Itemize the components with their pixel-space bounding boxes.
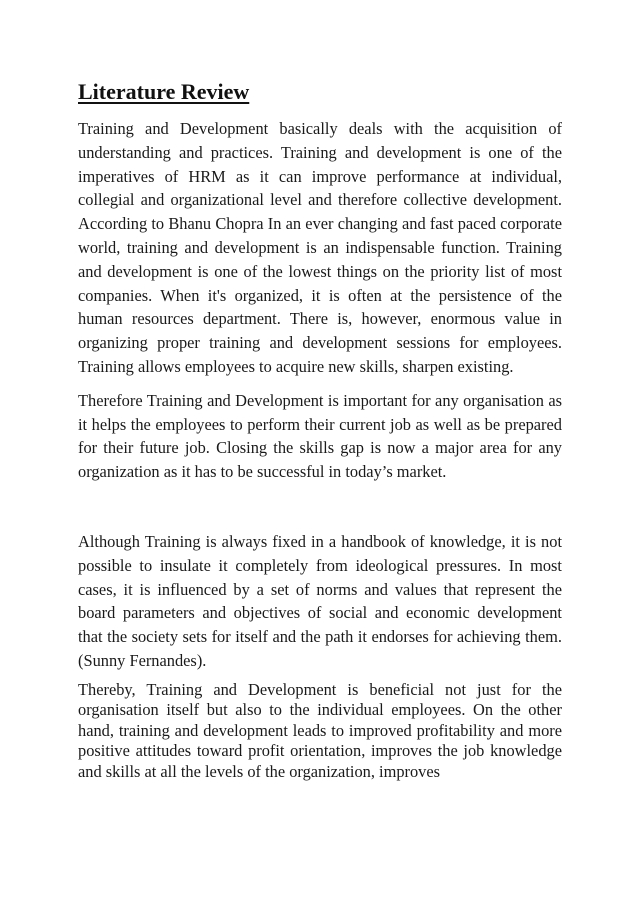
document-page (78, 78, 562, 782)
paragraph-benefits: Thereby, Training and Development is beneficial not just for the organisation itself but also to the individual employees. On the other hand, training and development leads to improved profitability and more positive attitudes toward profit orientation, improves the job knowledge and skills at all the levels of the organization, improves (78, 679, 562, 781)
section-heading: Literature Review (78, 79, 250, 104)
paragraph-importance: Therefore Training and Development is important for any organisation as it helps the employees to perform their current job as well as be prepared for their future job. Closing the skills gap is now a major area for any organization as it has to be successful in today’s market. (78, 390, 562, 482)
paragraph-training-definition: Training and Development basically deals with the acquisition of understanding and practices. Training and development is one of the imperatives of HRM as it can improve performance at individual, collegial and organizational level and therefore collective development. According to Bhanu Chopra In an ever changing and fast paced corporate world, training and development is an indispensable function. Training and development is one of the lowest things on the priority list of most companies. When it's organized, it is often at the persistence of the human resources department. There is, however, enormous value in organizing proper training and development sessions for employees. Training allows employees to acquire new skills, sharpen existing. (78, 119, 562, 376)
paragraph-ideological-pressures: Although Training is always fixed in a handbook of knowledge, it is not possible to insulate it completely from ideological pressures. In most cases, it is influenced by a set of norms and values that represent the board parameters and objectives of social and economic development that the society sets for itself and the path it endorses for achieving them. (Sunny Fernandes). (78, 531, 562, 670)
